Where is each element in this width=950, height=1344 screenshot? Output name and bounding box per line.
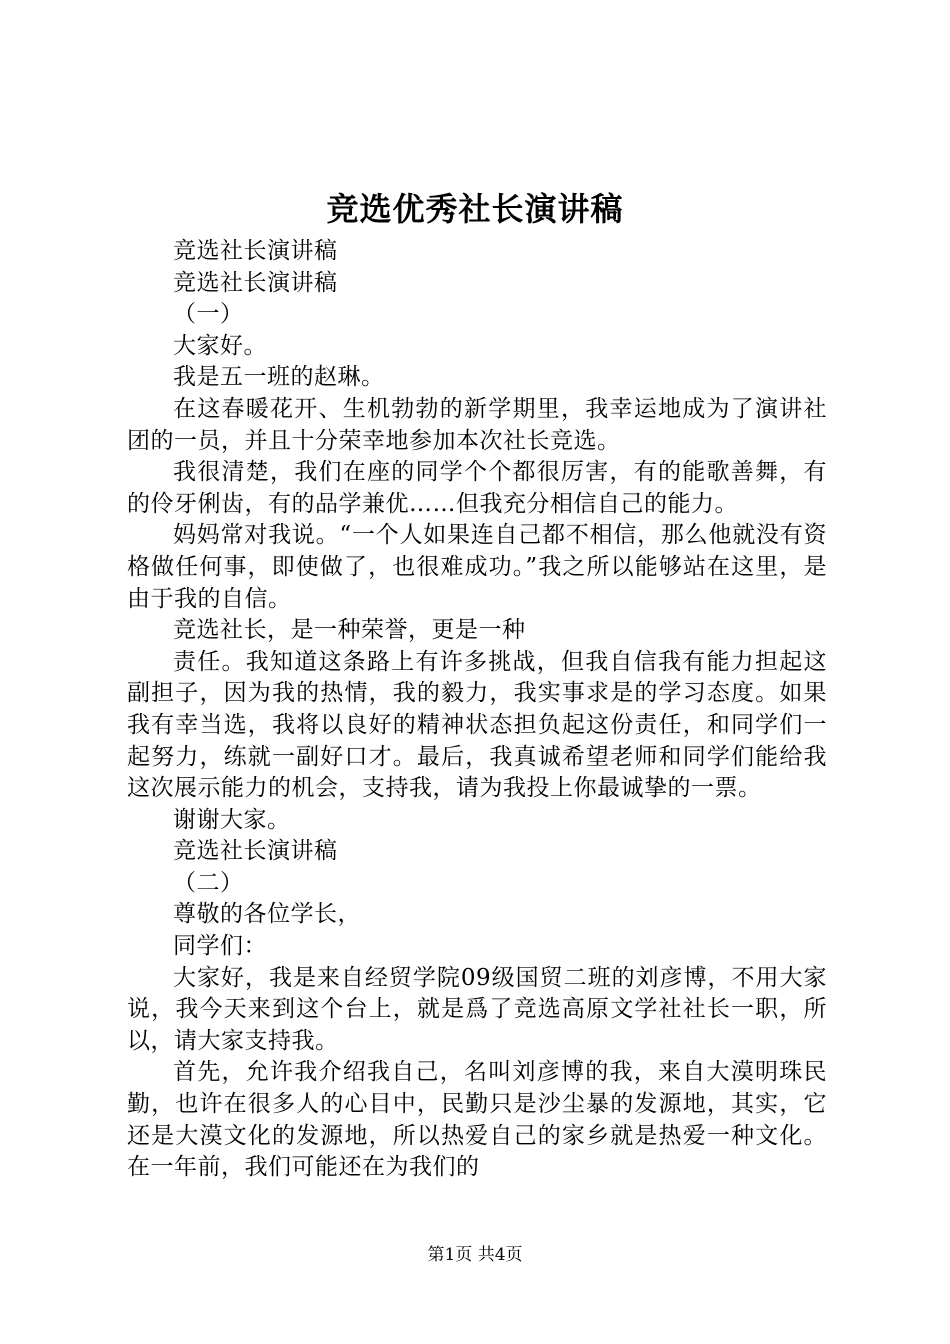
paragraph: 竞选社长演讲稿 — [173, 238, 338, 264]
paragraph: （一） — [173, 301, 244, 328]
paragraph: 在这春暖花开、生机勃勃的新学期里，我幸运地成为了演讲社团的一员，并且十分荣幸地参加本次社长竞选。 — [127, 395, 827, 454]
paragraph: 我很清楚，我们在座的同学个个都很厉害，有的能歌善舞，有的伶牙俐齿，有的品学兼优……但我充分相信自己的能力。 — [127, 459, 827, 517]
paragraph: 首先，允许我介绍我自己，名叫刘彦博的我，来自大漠明珠民勤，也许在很多人的心目中，民勤只是沙尘暴的发源地，其实，它还是大漠文化的发源地，所以热爱自己的家乡就是热爱一种文化。在一年前，我们可能还在为我们的 — [127, 1059, 827, 1181]
paragraph: 大家好。 — [173, 332, 267, 359]
paragraph: 竞选社长演讲稿 — [173, 269, 338, 296]
document-title: 竞选优秀社长演讲稿 — [326, 190, 624, 228]
document-body — [127, 236, 827, 1184]
paragraph: 我是五一班的赵琳。 — [173, 364, 385, 391]
paragraph: （二） — [173, 869, 244, 896]
paragraph: 竞选社长演讲稿 — [173, 838, 338, 865]
paragraph: 谢谢大家。 — [173, 806, 291, 833]
paragraph: 大家好，我是来自经贸学院09级国贸二班的刘彦博，不用大家说，我今天来到这个台上，就是爲了竞选高原文学社社长一职，所以，请大家支持我。 — [127, 964, 827, 1054]
page-footer: 第1页 共4页 — [427, 1245, 523, 1265]
paragraph: 责任。我知道这条路上有许多挑战，但我自信我有能力担起这副担子，因为我的热情，我的毅力，我实事求是的学习态度。如果我有幸当选，我将以良好的精神状态担负起这份责任，和同学们一起努力，练就一副好口才。最后，我真诚希望老师和同学们能给我这次展示能力的机会，支持我，请为我投上你最诚挚的一票。 — [127, 648, 827, 802]
paragraph: 妈妈常对我说。“一个人如果连自己都不相信，那么他就没有资格做任何事，即使做了，也很难成功。”我之所以能够站在这里，是由于我的自信。 — [127, 522, 827, 612]
paragraph: 尊敬的各位学长， — [173, 901, 361, 928]
paragraph: 竞选社长，是一种荣誉，更是一种 — [173, 617, 526, 644]
paragraph: 同学们： — [173, 933, 267, 960]
